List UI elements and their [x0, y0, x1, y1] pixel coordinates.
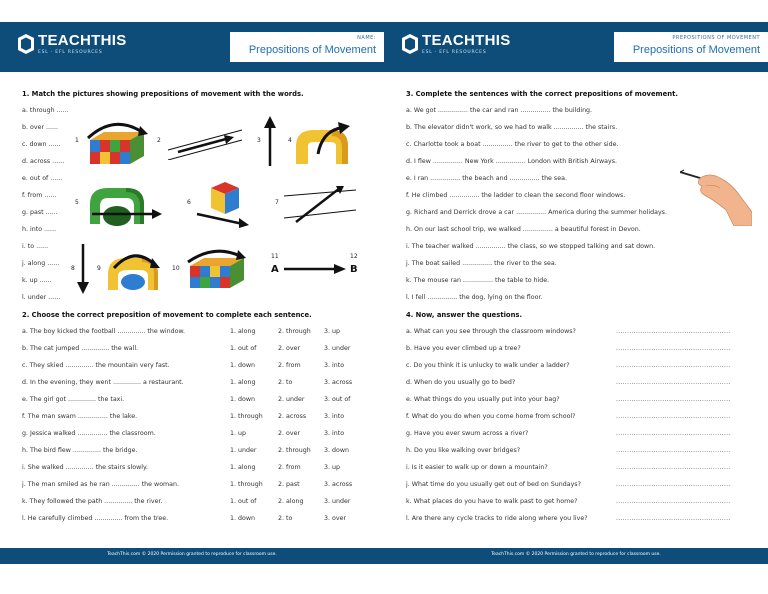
picture-number: 5 — [75, 199, 79, 206]
option: 2. through — [278, 328, 311, 335]
page-title: Prepositions of Movement — [632, 44, 760, 56]
sentence: j. The man smiled as he ran .............. the woman. — [22, 481, 180, 488]
option: 1. along — [230, 464, 256, 471]
along-lines-picture — [162, 120, 246, 160]
writing-hand-picture — [680, 166, 752, 226]
worksheet-page-2 — [384, 0, 768, 594]
picture-number: 2 — [157, 137, 161, 144]
picture-number: 11 — [271, 253, 279, 260]
question: j. What time do you usually get out of bed on Sundays? — [406, 481, 581, 488]
option: 2. from — [278, 362, 301, 369]
question: k. What places do you have to walk past to get home? — [406, 498, 578, 505]
sentence: k. They followed the path .............. the river. — [22, 498, 163, 505]
logo-icon — [18, 34, 34, 54]
option: 3. into — [324, 430, 345, 437]
picture-number: 10 — [172, 265, 180, 272]
option: 3. out of — [324, 396, 351, 403]
option: 3. into — [324, 413, 345, 420]
option: 3. across — [324, 379, 353, 386]
logo-subtitle: ESL · EFL RESOURCES — [38, 50, 103, 55]
across-lines-picture — [282, 186, 358, 226]
match-item: l. under ...... — [22, 294, 61, 301]
footer-bar — [384, 548, 768, 564]
logo — [402, 32, 511, 62]
footer-text: TeachThis.com © 2020 Permission granted to reproduce for classroom use. — [491, 552, 661, 557]
sentence: f. The man swam ............... the lake. — [22, 413, 138, 420]
option: 1. out of — [230, 345, 257, 352]
option: 1. down — [230, 362, 255, 369]
sentence: b. The cat jumped .............. the wall. — [22, 345, 139, 352]
picture-number: 1 — [75, 137, 79, 144]
logo — [18, 32, 127, 62]
picture-number: 6 — [187, 199, 191, 206]
picture-number: 3 — [257, 137, 261, 144]
answer-line[interactable]: .................................................... — [616, 345, 731, 352]
option: 1. along — [230, 328, 256, 335]
question: a. What can you see through the classroom windows? — [406, 328, 576, 335]
option: 3. up — [324, 328, 340, 335]
question: c. Do you think it is unlucky to walk under a ladder? — [406, 362, 570, 369]
question: h. Do you like walking over bridges? — [406, 447, 521, 454]
header-label-box — [230, 32, 384, 62]
topic-label: PREPOSITIONS OF MOVEMENT — [672, 35, 760, 41]
answer-line[interactable]: .................................................... — [616, 515, 731, 522]
option: 1. down — [230, 515, 255, 522]
option: 1. under — [230, 447, 257, 454]
gap-sentence: h. On our last school trip, we walked ............... a beautiful forest in Devon. — [406, 226, 641, 233]
option: 1. through — [230, 413, 263, 420]
answer-line[interactable]: .................................................... — [616, 447, 731, 454]
logo-icon — [402, 34, 418, 54]
answer-line[interactable]: .................................................... — [616, 481, 731, 488]
question: i. Is it easier to walk up or down a mountain? — [406, 464, 548, 471]
option: 2. across — [278, 413, 307, 420]
option: 3. across — [324, 481, 353, 488]
answer-line[interactable]: .................................................... — [616, 362, 731, 369]
option: 2. over — [278, 345, 301, 352]
picture-number: 7 — [275, 199, 279, 206]
under-arch-picture — [104, 246, 164, 292]
sentence: c. They skied .............. the mountain very fast. — [22, 362, 170, 369]
point-a-label: A — [271, 264, 279, 275]
a-to-b-arrow-picture — [284, 263, 346, 275]
over-block-picture — [84, 118, 150, 168]
page-title: Prepositions of Movement — [248, 44, 376, 56]
across-block-picture — [184, 246, 254, 292]
logo-text: TEACHTHIS — [38, 32, 127, 49]
up-arrow-picture — [263, 116, 277, 166]
down-arrow-picture — [76, 244, 90, 296]
footer-bar — [0, 548, 384, 564]
gap-sentence: l. I fell ............... the dog, lying on the floor. — [406, 294, 543, 301]
option: 3. into — [324, 362, 345, 369]
header-bar — [384, 22, 768, 72]
option: 2. past — [278, 481, 300, 488]
out-of-tunnel-picture — [292, 118, 356, 166]
name-label: NAME: — [357, 35, 376, 41]
picture-number: 12 — [350, 253, 358, 260]
match-item: h. into ...... — [22, 226, 57, 233]
match-item: e. out of ...... — [22, 175, 63, 182]
option: 3. under — [324, 345, 351, 352]
question: d. When do you usually go to bed? — [406, 379, 516, 386]
answer-line[interactable]: .................................................... — [616, 413, 731, 420]
gap-sentence: i. The teacher walked ............... the class, so we stopped talking and sat down. — [406, 243, 656, 250]
option: 2. along — [278, 498, 304, 505]
sentence: d. In the evening, they went .............. a restaurant. — [22, 379, 184, 386]
match-item: j. along ...... — [22, 260, 60, 267]
section-3-title: 3. Complete the sentences with the correct prepositions of movement. — [406, 90, 678, 98]
answer-line[interactable]: .................................................... — [616, 498, 731, 505]
option: 1. along — [230, 379, 256, 386]
point-b-label: B — [350, 264, 358, 275]
logo-text: TEACHTHIS — [422, 32, 511, 49]
through-tunnel-picture — [82, 182, 162, 226]
section-4-title: 4. Now, answer the questions. — [406, 311, 523, 319]
match-item: d. across ...... — [22, 158, 65, 165]
match-item: c. down ...... — [22, 141, 61, 148]
header-bar — [0, 22, 384, 72]
option: 3. over — [324, 515, 347, 522]
sentence: l. He carefully climbed .............. from the tree. — [22, 515, 169, 522]
sentence: g. Jessica walked ............... the classroom. — [22, 430, 156, 437]
option: 1. through — [230, 481, 263, 488]
sentence: h. The bird flew .............. the bridge. — [22, 447, 138, 454]
sentence: e. The girl got .............. the taxi. — [22, 396, 125, 403]
header-label-box — [614, 32, 768, 62]
question: b. Have you ever climbed up a tree? — [406, 345, 521, 352]
section-2-title: 2. Choose the correct preposition of movement to complete each sentence. — [22, 311, 312, 319]
option: 1. up — [230, 430, 246, 437]
picture-number: 9 — [97, 265, 101, 272]
gap-sentence: k. The mouse ran ............... the table to hide. — [406, 277, 550, 284]
question: l. Are there any cycle tracks to ride along where you live? — [406, 515, 588, 522]
gap-sentence: a. We got ............... the car and ran ............... the building. — [406, 107, 593, 114]
gap-sentence: j. The boat sailed ............... the river to the sea. — [406, 260, 557, 267]
option: 2. over — [278, 430, 301, 437]
sentence: i. She walked .............. the stairs slowly. — [22, 464, 148, 471]
option: 2. through — [278, 447, 311, 454]
footer-text: TeachThis.com © 2020 Permission granted to reproduce for classroom use. — [107, 552, 277, 557]
gap-sentence: f. He climbed ............... the ladder to clean the second floor windows. — [406, 192, 626, 199]
past-cube-picture — [193, 178, 251, 228]
option: 2. to — [278, 379, 293, 386]
section-1-title: 1. Match the pictures showing prepositions of movement with the words. — [22, 90, 304, 98]
gap-sentence: e. I ran ............... the beach and ............... the sea. — [406, 175, 567, 182]
answer-line[interactable]: .................................................... — [616, 430, 731, 437]
answer-line[interactable]: .................................................... — [616, 328, 731, 335]
option: 2. to — [278, 515, 293, 522]
option: 1. out of — [230, 498, 257, 505]
match-item: k. up ...... — [22, 277, 52, 284]
answer-line[interactable]: .................................................... — [616, 379, 731, 386]
match-item: g. past ...... — [22, 209, 58, 216]
option: 2. from — [278, 464, 301, 471]
gap-sentence: c. Charlotte took a boat ............... the river to get to the other side. — [406, 141, 619, 148]
answer-line[interactable]: .................................................... — [616, 396, 731, 403]
question: e. What things do you usually put into your bag? — [406, 396, 560, 403]
picture-number: 4 — [288, 137, 292, 144]
match-item: b. over ...... — [22, 124, 59, 131]
match-item: a. through ...... — [22, 107, 69, 114]
option: 3. down — [324, 447, 349, 454]
gap-sentence: d. I flew ............... New York ............... London with British Airways. — [406, 158, 617, 165]
option: 3. up — [324, 464, 340, 471]
gap-sentence: g. Richard and Derrick drove a car ............... America during the summer holidays. — [406, 209, 667, 216]
sentence: a. The boy kicked the football .............. the window. — [22, 328, 186, 335]
logo-subtitle: ESL · EFL RESOURCES — [422, 50, 487, 55]
picture-number: 8 — [71, 265, 75, 272]
option: 2. under — [278, 396, 305, 403]
option: 1. down — [230, 396, 255, 403]
option: 3. under — [324, 498, 351, 505]
answer-line[interactable]: .................................................... — [616, 464, 731, 471]
question: f. What do you do when you come home from school? — [406, 413, 576, 420]
match-item: i. to ...... — [22, 243, 49, 250]
match-item: f. from ...... — [22, 192, 57, 199]
question: g. Have you ever swum across a river? — [406, 430, 529, 437]
gap-sentence: b. The elevator didn't work, so we had to walk ............... the stairs. — [406, 124, 618, 131]
